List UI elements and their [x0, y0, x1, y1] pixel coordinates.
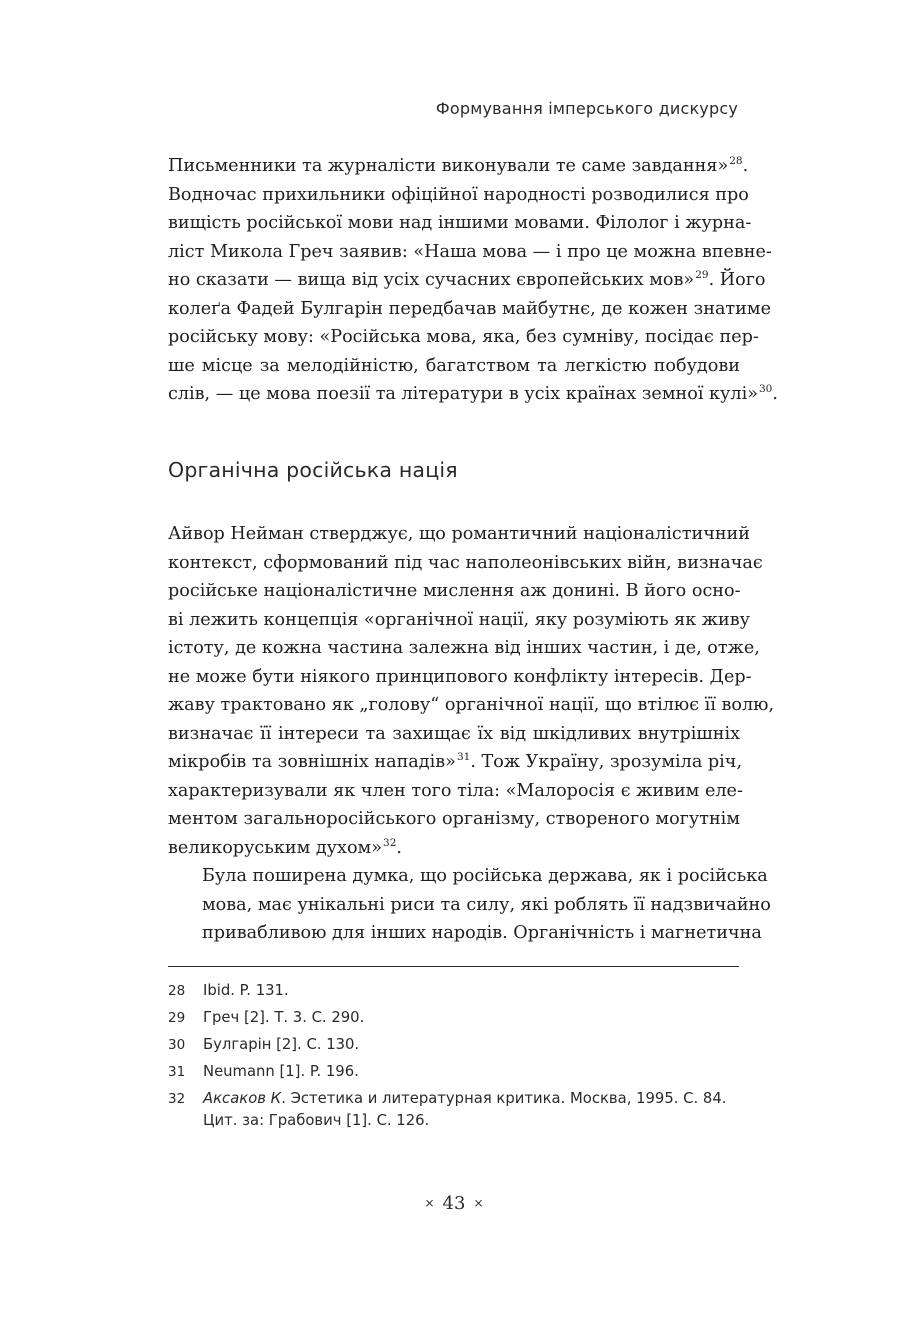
footnote-author: Аксаков К [203, 1090, 282, 1107]
footnote-text: Ibid. P. 131. [203, 982, 289, 999]
footnote-divider [168, 966, 739, 967]
text-line: ліст Микола Греч заявив: «Наша мова — і про це можна впевне- [168, 241, 772, 262]
footnote-ref-32[interactable]: 32 [383, 836, 397, 849]
body-paragraph-3 [168, 862, 771, 948]
text-line: не може бути ніякого принципового конфлікту інтересів. Дер- [168, 666, 752, 687]
text-line: контекст, сформований під час наполеонівських війн, визначає [168, 552, 763, 573]
running-head: Формування імперського дискурсу [435, 99, 738, 118]
page-number: 43 [442, 1193, 466, 1214]
text-line: Була поширена думка, що російська держава, як і російська [202, 866, 768, 886]
text-line: російську мову: «Російська мова, яка, без сумніву, посідає пер- [168, 327, 759, 347]
footnote-text: Булгарін [2]. С. 130. [203, 1036, 360, 1053]
footnote-text: Аксаков К. Эстетика и литературная критика. Москва, 1995. С. 84. Цит. за: Грабович [1]. С. 126. [203, 1090, 727, 1129]
text-line: ві лежить концепція «органічної нації, яку розуміють як живу [168, 609, 750, 630]
text-line: мова, має унікальні риси та силу, які роблять її надзвичайно [202, 894, 771, 915]
text-line: ментом загальноросійського організму, створеного могутнім [168, 809, 740, 829]
footnote-item [168, 1034, 740, 1056]
footnote-number: 28 [168, 983, 186, 999]
text-line: характеризували як член того тіла: «Малоросія є живим еле- [168, 780, 743, 801]
footnote-number: 30 [168, 1037, 186, 1053]
footnote-item [168, 1007, 740, 1029]
text-line: істоту, де кожна частина залежна від інших частин, і де, отже, [168, 638, 760, 658]
footnote-text: Греч [2]. Т. 3. С. 290. [203, 1009, 365, 1026]
body-section [168, 520, 775, 948]
text-line: Айвор Нейман стверджує, що романтичний націоналістичний [168, 524, 751, 544]
footnote-ref-30[interactable]: 30 [758, 383, 773, 395]
footnote-item [168, 1088, 740, 1132]
text-line: вищість російської мови над іншими мовами. Філолог і журна- [168, 213, 752, 233]
footnote-ref-28[interactable]: 28 [729, 155, 743, 167]
text-line: Водночас прихильники офіційної народності розводилися про [168, 184, 749, 205]
text-line: привабливою для інших народів. Органічність і магнетична [202, 923, 762, 943]
footnote-ref-29[interactable]: 29 [695, 269, 709, 281]
footnotes-list [168, 980, 740, 1137]
footnote-number: 29 [168, 1010, 186, 1026]
text-line: Письменники та журналісти виконували те саме завдання»$^{28}$. [168, 155, 749, 176]
text-line: слів, — це мова поезії та літератури в усіх країнах земної кулі»$^{30}$. [168, 383, 778, 404]
folio-ornament-right: × [473, 1196, 484, 1210]
text-line: колеґа Фадей Булгарін передбачав майбутнє, де кожен знатиме [168, 298, 771, 319]
text-line: жаву трактовано як „голову“ органічної нації, що втілює її волю, [168, 695, 775, 715]
text-line: мікробів та зовнішніх нападів»$^{31}$. Тож Україну, зрозуміла річ, [168, 751, 743, 772]
body-paragraph-1 [168, 152, 778, 409]
footnote-number: 32 [168, 1091, 186, 1107]
text-line: визначає її інтереси та захищає їх від шкідливих внутрішніх [168, 723, 740, 744]
text-line: но сказати — вища від усіх сучасних європейських мов»$^{29}$. Його [168, 269, 766, 290]
text-line: російське націоналістичне мислення аж донині. В його осно- [168, 581, 741, 601]
footnote-ref-31[interactable]: 31 [456, 751, 471, 763]
text-line: ше місце за мелодійністю, багатством та легкістю побудови [168, 355, 740, 376]
footnote-item [168, 980, 740, 1002]
body-paragraph-2 [168, 520, 775, 862]
footnote-number: 31 [168, 1064, 186, 1080]
section-heading: Органічна російська нація [168, 458, 458, 482]
folio-ornament-left: × [424, 1196, 435, 1210]
text-line: великоруським духом»$^{32}$. [168, 836, 402, 858]
footnote-item [168, 1061, 740, 1083]
footnote-text: Neumann [1]. P. 196. [203, 1063, 359, 1080]
page-number-folio [0, 1193, 904, 1214]
